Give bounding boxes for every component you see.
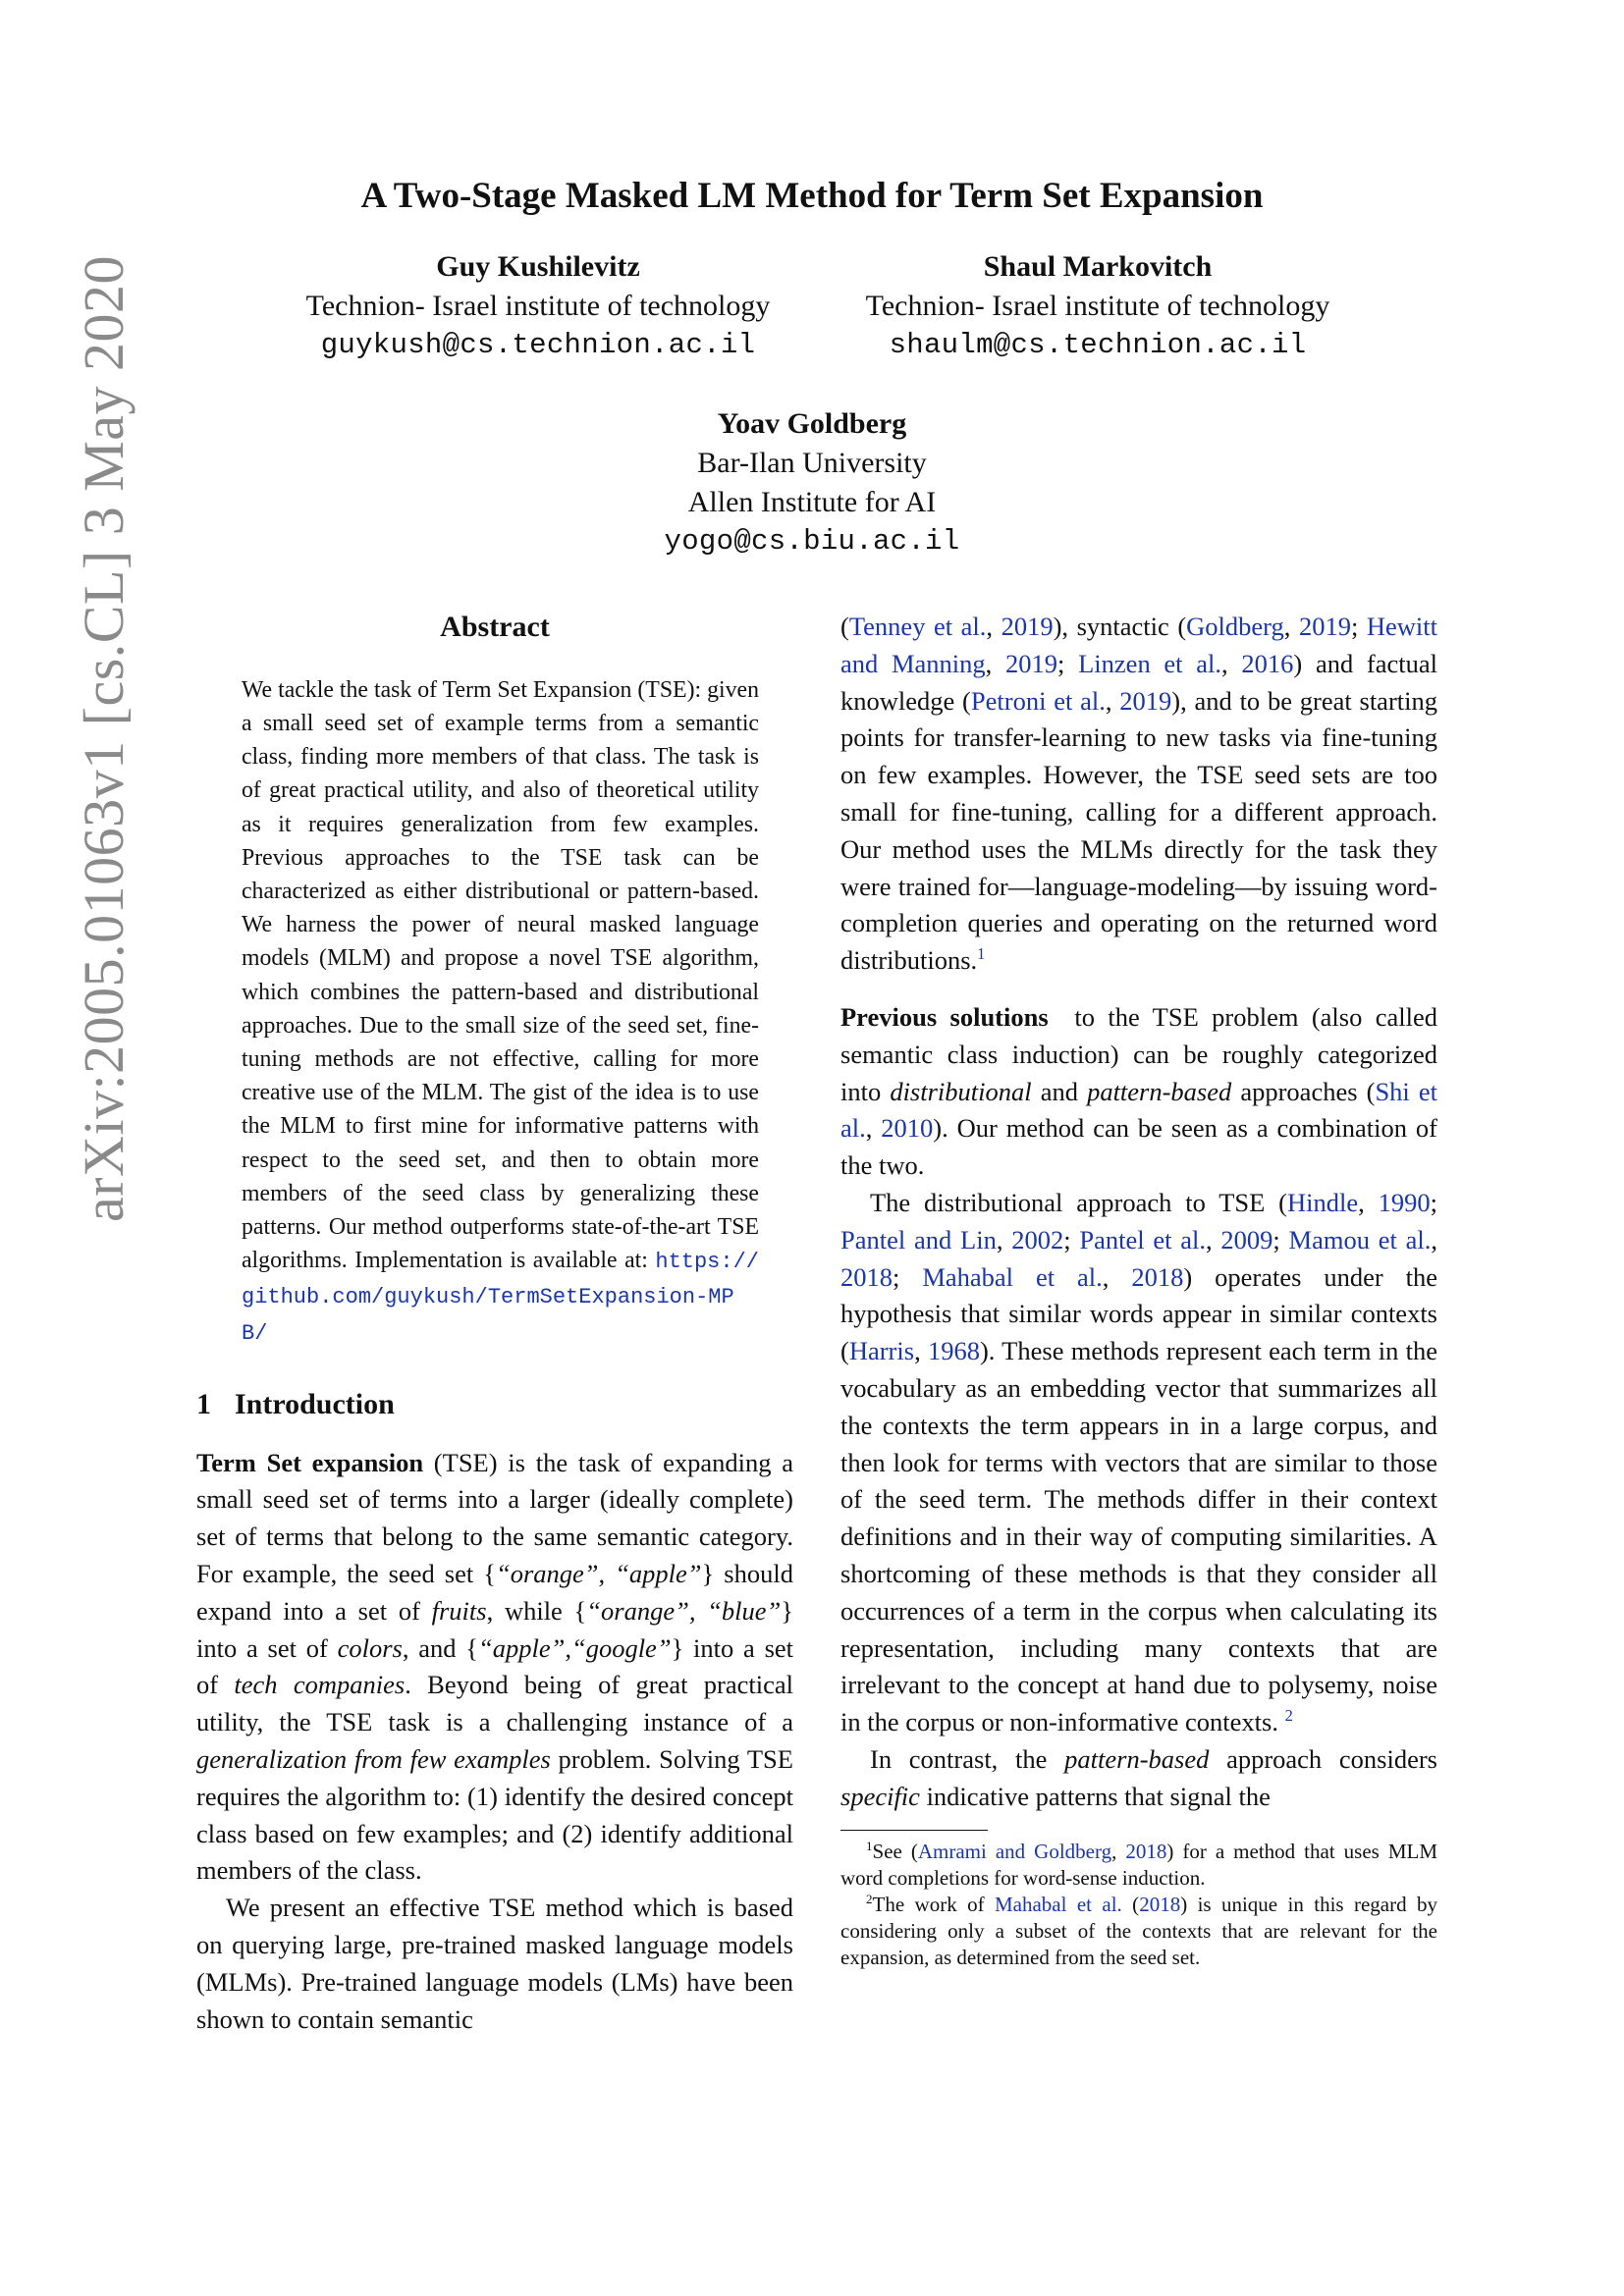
paper-title: A Two-Stage Masked LM Method for Term Set Expansion [360,176,1264,216]
author-affiliation: Allen Institute for AI [687,486,937,518]
text-run: problem. Solving TSE requires the algorithm to: (1) identify the desired concept class based on few examples; and (2) identify additional members of the class. [196,1744,793,1886]
citation-link[interactable]: Amrami and Goldberg [917,1839,1112,1863]
citation-link[interactable]: Hindle [1287,1187,1359,1217]
run-in-heading: Previous solutions [840,1001,1049,1032]
author-email: guykush@cs.technion.ac.il [320,329,756,361]
text-run: ) is unique in this regard by considering only a subset of the contexts that are relevant for the expansion, as determined from the seed set. [840,1892,1437,1969]
abstract-body-text: We tackle the task of Term Set Expansion (TSE): given a small seed set of example terms from a semantic class, finding more members of that class. The task is of great practical utility, and also of theoretical utility as it requires generalization from few examples. Previous approaches to the TSE task can be characterized as either distributional or pattern-based. We harness the power of neural masked language models (MLM) and propose a novel TSE algorithm, which combines the pattern-based and distributional approaches. Due to the small size of the seed set, fine-tuning methods are not effective, calling for more creative use of the MLM. The gist of the idea is to use the MLM to first mine for informative patterns with respect to the seed set, and then to obtain more members of the seed class by generalizing these patterns. Our method outperforms state-of-the-art TSE algorithms. Implementation is available at: [242,676,759,1274]
author-affiliation: Technion- Israel institute of technology [305,290,771,322]
citation-year-link[interactable]: 1968 [927,1336,980,1366]
text-run: (TSE) is the task of expanding a small seed set of terms into a larger (ideally complete) set of terms that belong to the same semantic category. For example, the seed set { [196,1447,793,1589]
intro-paragraph [196,1445,793,1891]
author-affiliation: Bar-Ilan University [697,447,927,479]
implementation-link[interactable]: https://github.com/guykush/TermSetExpansion-MPB/ [242,1250,759,1346]
emphasis: “orange”, “apple” [495,1559,702,1589]
citation-year-link[interactable]: 2019 [1119,685,1172,716]
emphasis: “orange”, “blue” [586,1595,782,1626]
body-paragraph [840,1185,1437,1741]
citation-year-link[interactable]: 2009 [1220,1224,1273,1255]
citation-year-link[interactable]: 2018 [840,1261,893,1292]
text-run: , [1105,685,1120,716]
text-run: ), and to be great starting points for transfer-learning to new tasks via fine-tuning on few examples. However, the TSE seed sets are too small for fine-tuning, calling for a different approach. Our method uses the MLMs directly for the task they were trained for—language-modeling—by issuing word-completion queries and operating on the returned word distributions. [840,685,1437,976]
citation-link[interactable]: Shi et al. [840,1076,1437,1144]
text-run: , [986,612,1001,641]
citation-year-link[interactable]: 2002 [1011,1224,1064,1255]
left-column [196,609,793,2038]
text-run: , [985,648,1006,678]
text-run: and [1031,1076,1088,1106]
section-title: Introduction [235,1387,395,1420]
emphasis: generalization from few examples [196,1744,551,1775]
citation-link[interactable]: Petroni et al. [970,685,1106,716]
footnote-marker[interactable]: 2 [1284,1706,1293,1726]
citation-link[interactable]: Hewitt and Manning [840,612,1438,678]
text-run: , [1206,1224,1221,1255]
text-run: The distributional approach to TSE ( [870,1187,1288,1217]
text-run: } into a set of [196,1595,793,1663]
citation-link[interactable]: Mahabal et al. [922,1261,1103,1292]
author-affiliation: Technion- Israel institute of technology [865,290,1330,322]
text-run: ) for a method that uses MLM word completions for word-sense induction. [840,1839,1437,1890]
text-run: to the TSE problem (also called semantic class induction) can be roughly categorized into [840,1001,1444,1106]
text-run: , [1111,1839,1126,1863]
citation-year-link[interactable]: 2018 [1131,1261,1184,1292]
footnote-divider [840,1830,988,1831]
text-run: ; [1430,1187,1437,1217]
text-run: The work of [872,1892,995,1916]
citation-year-link[interactable]: 1990 [1378,1187,1431,1217]
footnotes [840,1839,1437,1971]
text-run: } should expand into a set of [196,1559,793,1626]
text-run: ). These methods represent each term in the vocabulary as an embedding vector that summarizes all the contexts the term appears in in a large corpus, and then look for terms with vectors that are similar to those of the seed term. The methods differ in their context definitions and in their way of computing similarities. A shortcoming of these methods is that they consider all occurrences of a term in the corpus when calculating its representation, including many contexts that are irrelevant to the concept at hand due to polysemy, noise in the corpus or non-informative contexts. [840,1336,1437,1737]
text-run: ) and factual knowledge ( [840,648,1438,716]
body-paragraph [840,999,1444,1185]
section-number: 1 [196,1387,211,1420]
author-name: Guy Kushilevitz [436,250,640,283]
text-run: , [865,1113,882,1144]
emphasis: fruits [431,1595,487,1626]
citation-link[interactable]: Pantel et al. [1079,1224,1206,1255]
citation-link[interactable]: Linzen et al. [1078,648,1222,678]
text-run: , and { [402,1632,478,1663]
author-name: Shaul Markovitch [983,250,1213,283]
text-run: } into a set of [196,1632,794,1700]
text-run: ; [1272,1224,1289,1255]
text-run: ; [1350,612,1367,641]
section-heading-introduction [196,1386,793,1423]
author-block [823,247,1373,365]
footnote [840,1839,1437,1892]
right-column [840,609,1444,1971]
footnote [840,1892,1437,1971]
abstract-heading: Abstract [440,611,550,643]
author-email: yogo@cs.biu.ac.il [664,525,960,558]
text-run: ( [840,612,849,641]
text-run: In contrast, the [870,1743,1065,1774]
author-block [537,404,1087,561]
run-in-heading: Term Set expansion [196,1447,424,1477]
emphasis: “apple”,“google” [477,1632,672,1663]
text-run: approach considers [1209,1743,1437,1774]
text-run: ( [1121,1892,1140,1916]
author-block [263,247,813,365]
citation-year-link[interactable]: 2019 [1001,612,1054,641]
body-paragraph [840,1741,1437,1816]
citation-link[interactable]: Mamou et al. [1288,1224,1432,1255]
author-name: Yoav Goldberg [717,407,907,440]
text-run: ; [1063,1224,1080,1255]
citation-link[interactable]: Mahabal et al. [994,1892,1122,1916]
text-run: ; [1057,648,1079,678]
body-paragraph [840,609,1437,980]
citation-link[interactable]: Tenney et al. [848,612,987,641]
footnote-number: 1 [866,1838,873,1853]
author-email: shaulm@cs.technion.ac.il [889,329,1307,361]
text-run: ). Our method can be seen as a combination of the two. [840,1113,1437,1181]
text-run: ) operates under the hypothesis that similar words appear in similar contexts ( [840,1261,1438,1366]
emphasis: colors [337,1632,403,1663]
text-run: See ( [872,1839,918,1863]
text-run: , [1431,1224,1437,1255]
text-run: ), syntactic ( [1053,612,1187,641]
text-run: , [1358,1187,1379,1217]
citation-link[interactable]: Harris [848,1336,915,1366]
emphasis: pattern-based [1064,1743,1210,1774]
text-run: , [914,1336,928,1366]
text-run: approaches ( [1231,1076,1376,1106]
intro-paragraph: We present an effective TSE method which is based on querying large, pre-trained masked language models (MLMs). Pre-trained language models (LMs) have been shown to contain semantic [196,1893,793,2034]
text-run: , [1221,648,1242,678]
citation-year-link[interactable]: 2018 [1125,1839,1167,1863]
citation-link[interactable]: Goldberg [1186,612,1284,641]
text-run: ; [893,1261,923,1292]
emphasis: distributional [890,1076,1032,1106]
text-run: . Beyond being of great practical utility, the TSE task is a challenging instance of a [196,1670,793,1737]
citation-year-link[interactable]: 2019 [1005,648,1058,678]
citation-year-link[interactable]: 2018 [1139,1892,1181,1916]
emphasis: pattern-based [1087,1076,1232,1106]
footnote-number: 2 [866,1891,873,1906]
abstract-text [242,673,759,1351]
arxiv-identifier-stamp: arXiv:2005.01063v1 [cs.CL] 3 May 2020 [72,254,135,1222]
text-run: indicative patterns that signal the [919,1781,1271,1811]
emphasis: tech companies [234,1670,406,1700]
citation-year-link[interactable]: 2019 [1298,612,1351,641]
footnote-marker[interactable]: 1 [977,944,986,964]
text-run: , [1283,612,1299,641]
text-run: , [996,1224,1012,1255]
citation-year-link[interactable]: 2010 [881,1113,934,1144]
text-run: , while { [486,1595,587,1626]
emphasis: specific [840,1781,920,1811]
citation-year-link[interactable]: 2016 [1241,648,1294,678]
citation-link[interactable]: Pantel and Lin [840,1224,997,1255]
text-run: , [1102,1261,1132,1292]
